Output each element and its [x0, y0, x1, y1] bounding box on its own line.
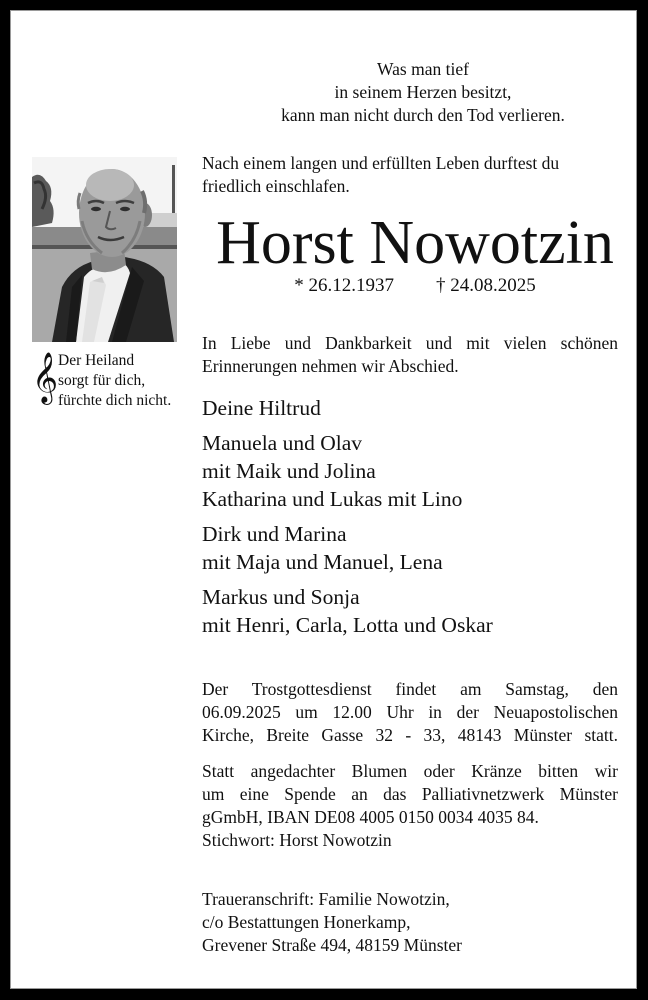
mourner-line: Deine Hiltrud [202, 396, 321, 420]
faith-caption [32, 351, 202, 415]
treble-clef-icon: 𝄞 [32, 352, 59, 403]
address-line: c/o Bestattungen Honerkamp, [202, 912, 411, 932]
address-line: Grevener Straße 494, 48159 Münster [202, 935, 463, 955]
motto-line: Was man tief [377, 59, 469, 79]
motto-line: in seinem Herzen besitzt, [334, 82, 512, 102]
mourner-line: Dirk und Marina [202, 522, 347, 546]
mourner-group [202, 583, 632, 639]
address-line: Traueranschrift: Familie Nowotzin, [202, 889, 450, 909]
mourner-group [202, 520, 632, 576]
mourners-list [202, 394, 632, 646]
service-line: Der Trostgottesdienst findet am Samstag, den [202, 679, 618, 699]
mourner-line: mit Henri, Carla, Lotta und Oskar [202, 613, 493, 637]
caption-line: Der Heiland [58, 352, 135, 369]
service-line: 06.09.2025 um 12.00 Uhr in der Neuapostolischen [202, 702, 618, 722]
mourner-line: Markus und Sonja [202, 585, 360, 609]
mourner-line: mit Maik und Jolina [202, 459, 376, 483]
life-dates [200, 274, 630, 298]
intro-line: Nach einem langen und erfüllten Leben durftest du [202, 153, 560, 173]
deceased-name: Horst Nowotzin [216, 209, 614, 277]
mourner-group [202, 429, 632, 513]
intro-line: friedlich einschlafen. [202, 176, 350, 196]
service-line: Kirche, Breite Gasse 32 - 33, 48143 Münster statt. [202, 725, 618, 745]
condolence-address [202, 888, 618, 957]
mourner-line: Katharina und Lukas mit Lino [202, 487, 463, 511]
intro-text [202, 152, 628, 198]
mourner-line: Manuela und Olav [202, 431, 363, 455]
farewell-line: In Liebe und Dankbarkeit und mit vielen schönen [202, 333, 618, 353]
death-date: † 24.08.2025 [436, 275, 536, 296]
donation-notice [202, 760, 618, 852]
donation-line: gGmbH, IBAN DE08 4005 0150 0034 4035 84. [202, 807, 539, 827]
birth-date: * 26.12.1937 [294, 275, 394, 296]
farewell-line: Erinnerungen nehmen wir Abschied. [202, 356, 459, 376]
portrait-image [32, 157, 177, 342]
mourner-group [202, 394, 632, 422]
caption-line: sorgt für dich, [58, 372, 146, 389]
donation-line: Stichwort: Horst Nowotzin [202, 830, 392, 850]
donation-line: Statt angedachter Blumen oder Kränze bitten wir [202, 761, 618, 781]
donation-line: um eine Spende an das Palliativnetzwerk Münster [202, 784, 618, 804]
caption-line: fürchte dich nicht. [58, 392, 172, 409]
farewell-text [202, 332, 618, 378]
portrait-photo [32, 157, 177, 342]
obituary-card [10, 10, 637, 989]
motto-quote [200, 58, 646, 127]
service-notice [202, 678, 618, 747]
motto-line: kann man nicht durch den Tod verlieren. [281, 105, 565, 125]
mourner-line: mit Maja und Manuel, Lena [202, 550, 443, 574]
